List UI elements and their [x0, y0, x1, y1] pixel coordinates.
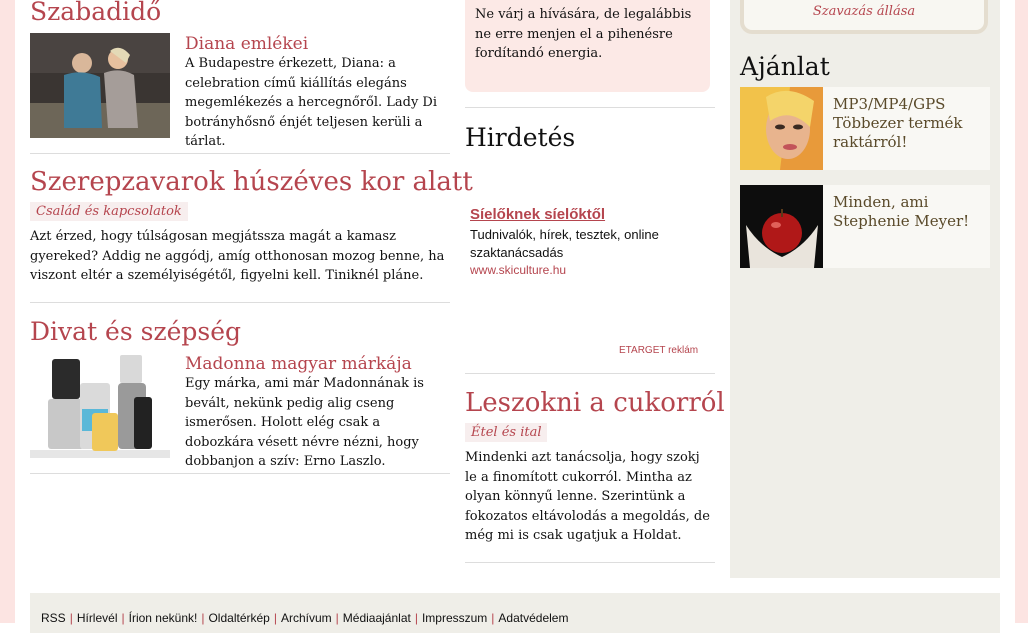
- footer-link-impresszum[interactable]: Impresszum: [421, 611, 488, 625]
- footer: [30, 593, 1000, 633]
- separator: |: [335, 611, 339, 625]
- divider: [465, 562, 715, 563]
- poll-box: [740, 0, 988, 34]
- footer-link-oldalterkep[interactable]: Oldaltérkép: [208, 611, 270, 625]
- article-text-szerepzavarok: Azt érzed, hogy túlságosan megjátssza magát a kamasz gyereked? Addig ne aggódj, amíg otthonosan mozog benne, ha viszont eltér a személyiségétől, figyelni kell. Tiniknél pláne.: [30, 229, 445, 283]
- separator: |: [201, 611, 205, 625]
- offer-meyer-image: [740, 185, 823, 268]
- footer-link-rss[interactable]: RSS: [41, 611, 66, 625]
- offer-mp3-image: [740, 87, 823, 170]
- article-title-madonna[interactable]: Madonna magyar márkája: [185, 354, 412, 374]
- section-title-divat[interactable]: Divat és szépség: [30, 317, 242, 346]
- etarget-ad-label[interactable]: ETARGET reklám: [619, 345, 699, 356]
- cosmetics-photo: [30, 353, 170, 458]
- article-text-madonna: Egy márka, ami már Madonnának is bevált, nekünk pedig alig cseng ismerősen. Holott elég csak a dobozkára vésett névre nézni, hogy dobbanjon a szív: Erno Laszlo.: [185, 376, 424, 469]
- diana-photo: [30, 33, 170, 138]
- highlight-box: [465, 0, 710, 92]
- footer-link-adatvedelem[interactable]: Adatvédelem: [498, 611, 569, 625]
- article-title-diana[interactable]: Diana emlékei: [185, 34, 309, 54]
- article-text-diana: A Budapestre érkezett, Diana: a celebration című kiállítás elegáns megemlékezés a hercegnőről. Lady Di botrányhősnő énjét teljesen kerüli a tárlat.: [185, 56, 438, 149]
- divider: [30, 302, 450, 303]
- category-tag-etel[interactable]: Étel és ital: [465, 423, 547, 442]
- offer-heading: Ajánlat: [740, 52, 830, 81]
- section-title-szabadido[interactable]: Szabadidő: [30, 0, 162, 26]
- footer-link-mediaajanlat[interactable]: Médiaajánlat: [342, 611, 411, 625]
- article-text-leszokni: Mindenki azt tanácsolja, hogy szokj le a finomított cukorról. Mintha az olyan könnyű lenne. Szerintünk a fokozatos eltávolodás a megoldás, de még mi is csak ugatjuk a Holdat.: [465, 450, 710, 543]
- separator: |: [121, 611, 125, 625]
- footer-link-hirlevel[interactable]: Hírlevél: [76, 611, 118, 625]
- separator: |: [69, 611, 73, 625]
- ad-description[interactable]: Tudnivalók, hírek, tesztek, online szaktanácsadás: [470, 227, 659, 260]
- divider: [30, 153, 450, 154]
- footer-link-irion[interactable]: Írion nekünk!: [128, 611, 198, 625]
- separator: |: [273, 611, 277, 625]
- offer-text-meyer[interactable]: Minden, ami Stephenie Meyer!: [833, 193, 970, 230]
- highlight-text: Ne várj a hívására, de legalábbis ne erre menjen el a pihenésre fordítandó energia.: [475, 7, 692, 61]
- offer-text-mp3[interactable]: MP3/MP4/GPS Többezer termék raktárról!: [833, 95, 963, 151]
- ad-link-skiculture[interactable]: Síelőknek síelőktől: [470, 206, 606, 223]
- offer-card-meyer[interactable]: [740, 185, 990, 268]
- right-border-stripe: [1015, 0, 1028, 623]
- separator: |: [414, 611, 418, 625]
- article-title-leszokni[interactable]: Leszokni a cukorról: [465, 388, 725, 418]
- article-title-szerepzavarok[interactable]: Szerepzavarok húszéves kor alatt: [30, 167, 473, 197]
- divider: [30, 473, 450, 474]
- madonna-article-image[interactable]: [30, 353, 170, 458]
- ad-url[interactable]: www.skiculture.hu: [470, 263, 567, 277]
- poll-results-link[interactable]: Szavazás állása: [812, 4, 916, 19]
- divider: [465, 107, 715, 108]
- footer-link-archivum[interactable]: Archívum: [280, 611, 332, 625]
- divider: [465, 373, 715, 374]
- category-tag-csalad[interactable]: Család és kapcsolatok: [30, 202, 188, 221]
- separator: |: [491, 611, 495, 625]
- offer-card-mp3[interactable]: [740, 87, 990, 170]
- left-border-stripe: [0, 0, 15, 623]
- diana-article-image[interactable]: [30, 33, 170, 138]
- ad-heading: Hirdetés: [465, 123, 576, 152]
